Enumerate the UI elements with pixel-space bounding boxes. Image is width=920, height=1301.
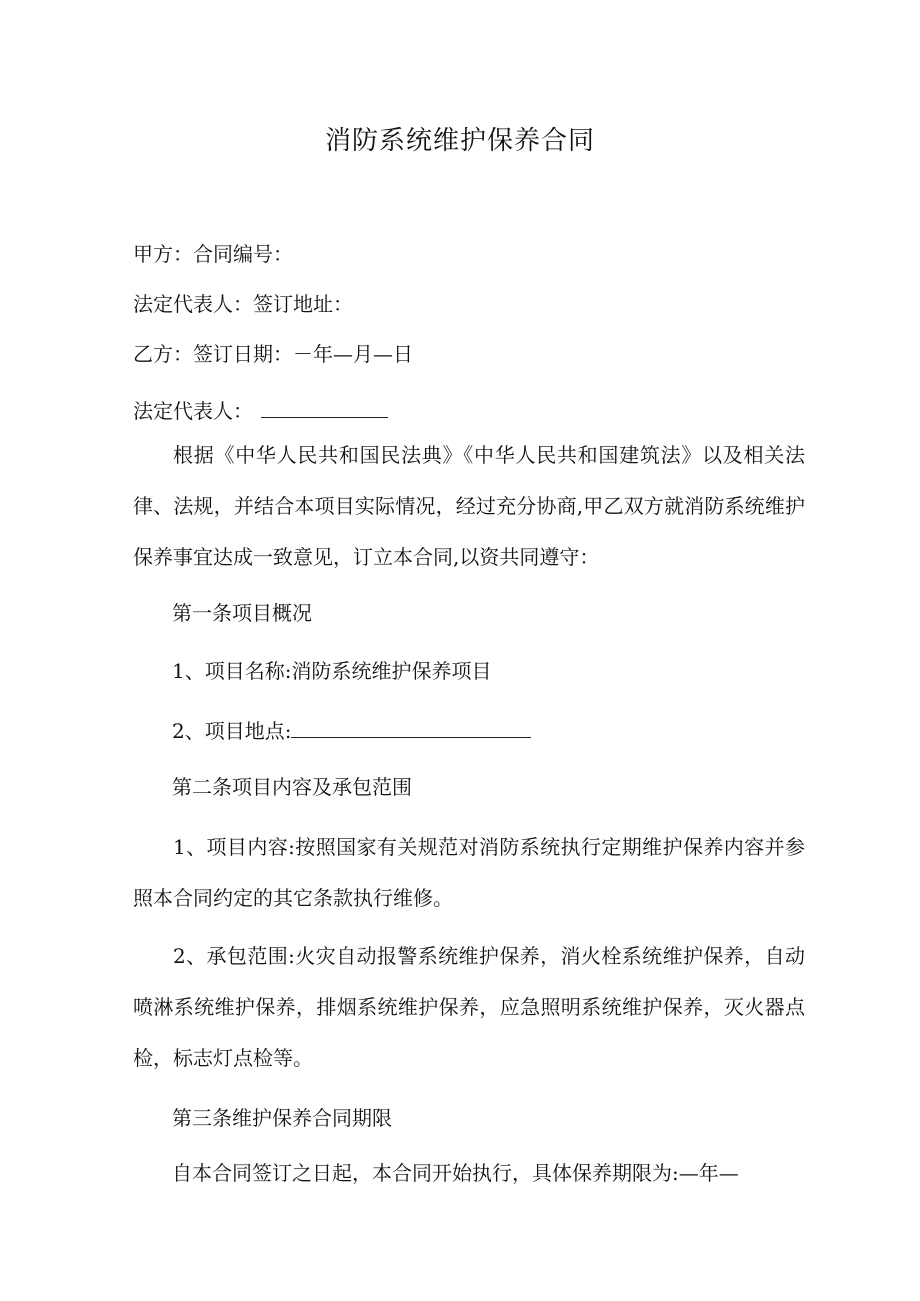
rep-line-row — [133, 399, 388, 421]
preamble-paragraph: 根据《中华人民共和国民法典》《中华人民共和国建筑法》以及相关法律、法规，并结合本项目实际情况，经过充分协商,甲乙双方就消防系统维护保养事宜达成一致意见，订立本合同,以资共同遵守： — [133, 443, 805, 569]
article1-item1: 1、项目名称:消防系统维护保养项目 — [172, 659, 492, 683]
article2-item2: 2、承包范围:火灾自动报警系统维护保养，消火栓系统维护保养，自动喷淋系统维护保养，排烟系统维护保养，应急照明系统维护保养，灭火器点检，标志灯点检等。 — [133, 944, 805, 1070]
rep-blank — [261, 399, 388, 418]
party-b-line: 乙方：签订日期：－年—月—日 — [133, 342, 413, 366]
party-a-line: 甲方：合同编号： — [133, 242, 293, 266]
rep-line-label: 法定代表人： — [133, 399, 253, 423]
article1-item2-label: 2、项目地点: — [172, 719, 292, 743]
article2-item1: 1、项目内容:按照国家有关规范对消防系统执行定期维护保养内容并参照本合同约定的其它条款执行维修。 — [133, 835, 805, 910]
article3-text: 自本合同签订之日起，本合同开始执行，具体保养期限为:—年— — [172, 1161, 739, 1185]
document-title: 消防系统维护保养合同 — [324, 126, 595, 156]
article1-item2-row — [172, 719, 531, 741]
location-blank — [291, 719, 531, 738]
article2-heading: 第二条项目内容及承包范围 — [172, 775, 412, 799]
article3-heading: 第三条维护保养合同期限 — [172, 1106, 392, 1130]
article1-heading: 第一条项目概况 — [172, 601, 312, 625]
rep-address-line: 法定代表人：签订地址： — [133, 292, 353, 316]
